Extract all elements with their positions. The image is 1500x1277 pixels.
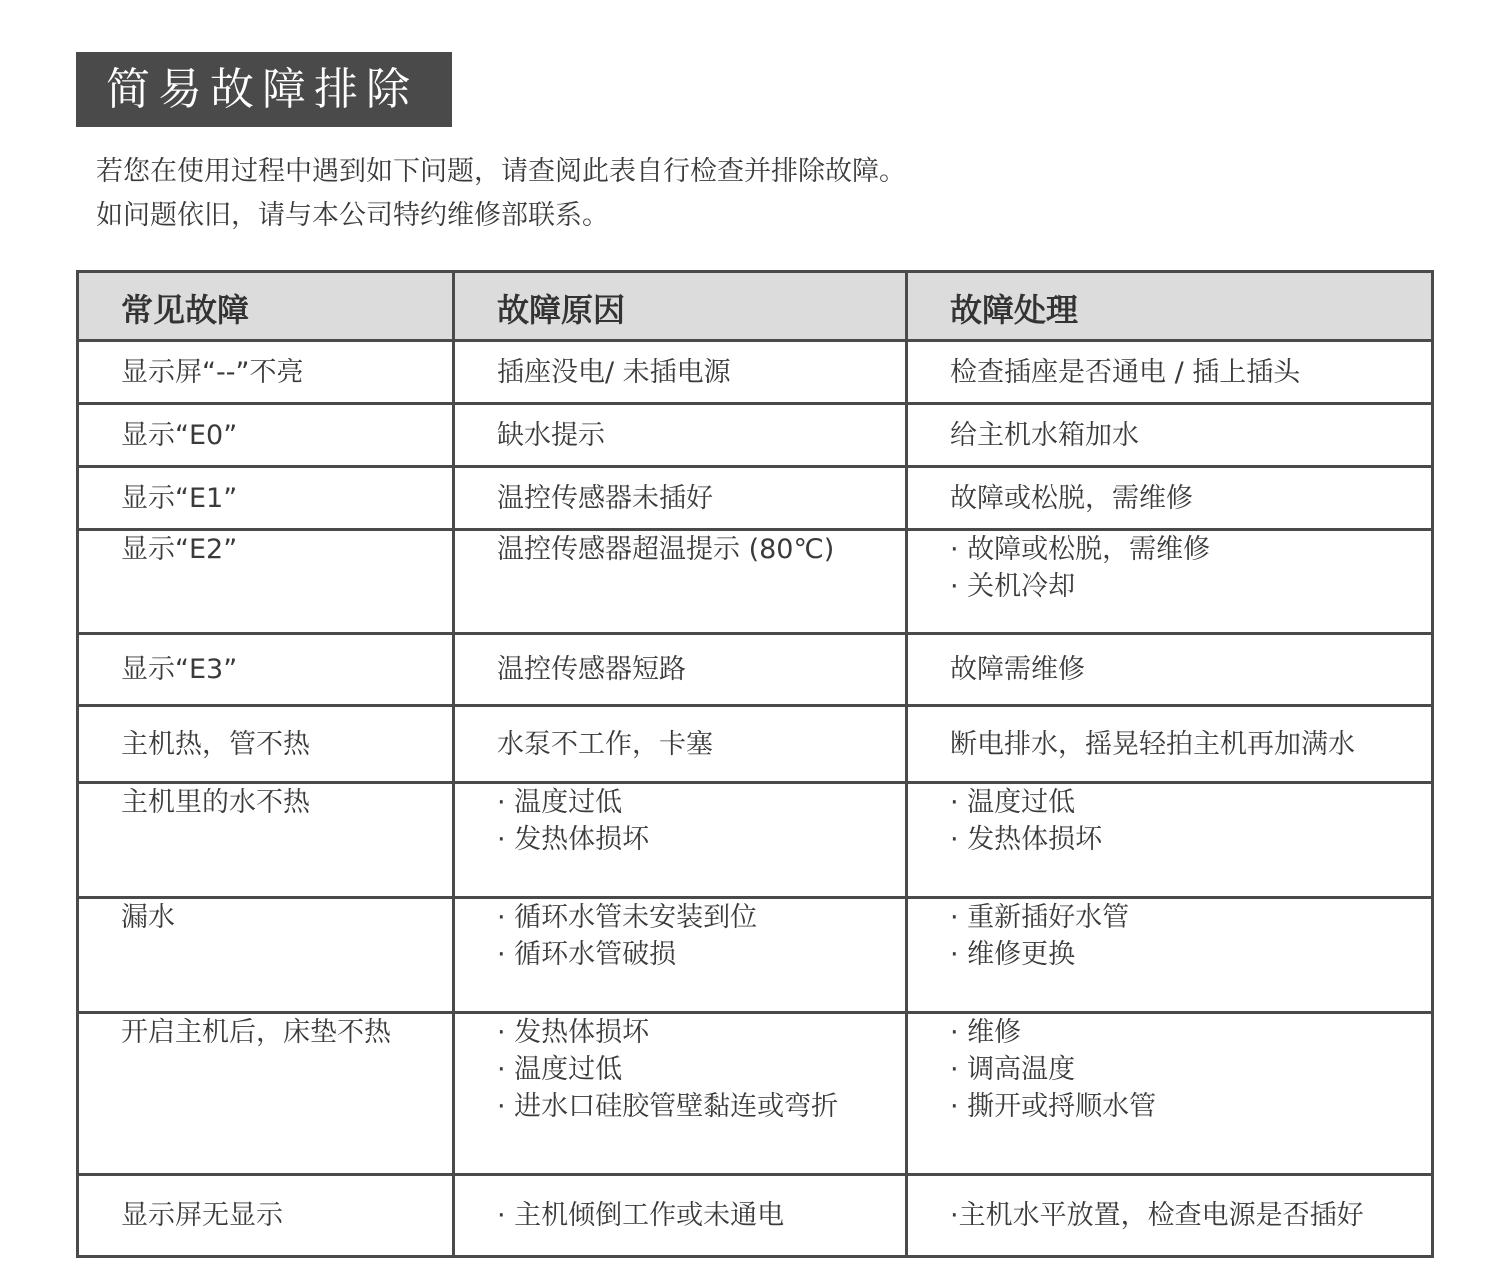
cause-text: 插座没电/ 未插电源 xyxy=(497,356,731,388)
fault-cell xyxy=(78,467,454,530)
cause-text: 温控传感器超温提示 (80℃) xyxy=(497,534,835,565)
fix-text: · 重新插好水管 xyxy=(950,902,1130,933)
fix-text: ·主机水平放置，检查电源是否插好 xyxy=(950,1200,1364,1231)
fix-text: · 撕开或捋顺水管 xyxy=(950,1091,1157,1122)
fault-text: 显示“E1” xyxy=(121,482,238,514)
fault-cell xyxy=(78,1175,454,1257)
cause-text: · 发热体损坏 xyxy=(497,824,650,855)
table-row xyxy=(78,530,1433,634)
fix-text: · 维修更换 xyxy=(950,939,1076,970)
header-fault-cause: 故障原因 xyxy=(454,272,907,341)
cause-cell xyxy=(454,898,907,1013)
fix-text: · 发热体损坏 xyxy=(950,824,1103,855)
cause-cell xyxy=(454,783,907,898)
cause-cell xyxy=(454,404,907,467)
fix-cell xyxy=(907,404,1433,467)
table-row xyxy=(78,404,1433,467)
cause-text: 缺水提示 xyxy=(497,419,605,451)
header-fault-fix: 故障处理 xyxy=(907,272,1433,341)
cause-text: · 主机倾倒工作或未通电 xyxy=(497,1200,785,1231)
table-row xyxy=(78,706,1433,783)
fix-text: · 故障或松脱，需维修 xyxy=(950,534,1211,565)
fault-text: 主机里的水不热 xyxy=(121,787,310,818)
fault-cell xyxy=(78,783,454,898)
table-row xyxy=(78,898,1433,1013)
cause-cell xyxy=(454,706,907,783)
fault-cell xyxy=(78,341,454,404)
fix-cell xyxy=(907,1175,1433,1257)
cause-text: · 温度过低 xyxy=(497,787,623,818)
fix-cell xyxy=(907,467,1433,530)
cause-text: · 进水口硅胶管壁黏连或弯折 xyxy=(497,1091,839,1122)
header-common-fault: 常见故障 xyxy=(78,272,454,341)
fault-text: 显示“E2” xyxy=(121,534,238,565)
fault-text: 显示“E3” xyxy=(121,654,238,685)
cause-cell xyxy=(454,467,907,530)
cause-cell xyxy=(454,530,907,634)
table-row xyxy=(78,1175,1433,1257)
fault-cell xyxy=(78,634,454,706)
troubleshooting-table xyxy=(76,270,1434,1258)
fault-text: 漏水 xyxy=(121,902,175,933)
cause-text: · 发热体损坏 xyxy=(497,1017,650,1048)
fix-text: 故障需维修 xyxy=(950,654,1085,685)
cause-cell xyxy=(454,1013,907,1175)
cause-text: · 循环水管未安装到位 xyxy=(497,902,758,933)
fix-cell xyxy=(907,898,1433,1013)
fix-text: · 温度过低 xyxy=(950,787,1076,818)
fix-cell xyxy=(907,634,1433,706)
fault-cell xyxy=(78,706,454,783)
intro-text xyxy=(96,150,906,238)
intro-line-2: 如问题依旧，请与本公司特约维修部联系。 xyxy=(96,200,609,231)
table-row xyxy=(78,341,1433,404)
cause-cell xyxy=(454,341,907,404)
fault-text: 开启主机后，床垫不热 xyxy=(121,1017,391,1048)
cause-text: 温控传感器短路 xyxy=(497,654,686,685)
fault-cell xyxy=(78,404,454,467)
cause-text: 温控传感器未插好 xyxy=(497,482,713,514)
fix-cell xyxy=(907,530,1433,634)
cause-text: · 温度过低 xyxy=(497,1054,623,1085)
intro-line-1: 若您在使用过程中遇到如下问题，请查阅此表自行检查并排除故障。 xyxy=(96,156,906,187)
table-row xyxy=(78,783,1433,898)
fault-text: 显示屏“--”不亮 xyxy=(121,356,304,388)
table-row xyxy=(78,1013,1433,1175)
fix-text: · 关机冷却 xyxy=(950,571,1076,602)
fix-cell xyxy=(907,706,1433,783)
fault-cell xyxy=(78,898,454,1013)
fault-text: 主机热，管不热 xyxy=(121,728,310,760)
cause-text: · 循环水管破损 xyxy=(497,939,677,970)
cause-text: 水泵不工作，卡塞 xyxy=(497,728,713,760)
fix-text: 给主机水箱加水 xyxy=(950,419,1139,451)
cause-cell xyxy=(454,634,907,706)
fix-cell xyxy=(907,341,1433,404)
fault-cell xyxy=(78,1013,454,1175)
fix-text: 断电排水，摇晃轻拍主机再加满水 xyxy=(950,728,1355,760)
table-row xyxy=(78,634,1433,706)
fix-text: · 调高温度 xyxy=(950,1054,1076,1085)
fix-text: · 维修 xyxy=(950,1017,1022,1048)
fix-cell xyxy=(907,1013,1433,1175)
cause-cell xyxy=(454,1175,907,1257)
fault-text: 显示屏无显示 xyxy=(121,1200,283,1231)
table-header-row xyxy=(78,272,1433,341)
page-title: 简易故障排除 xyxy=(76,52,452,127)
fix-text: 检查插座是否通电 / 插上插头 xyxy=(950,356,1301,388)
fix-text: 故障或松脱，需维修 xyxy=(950,482,1193,514)
fault-text: 显示“E0” xyxy=(121,419,238,451)
fault-cell xyxy=(78,530,454,634)
fix-cell xyxy=(907,783,1433,898)
table-row xyxy=(78,467,1433,530)
